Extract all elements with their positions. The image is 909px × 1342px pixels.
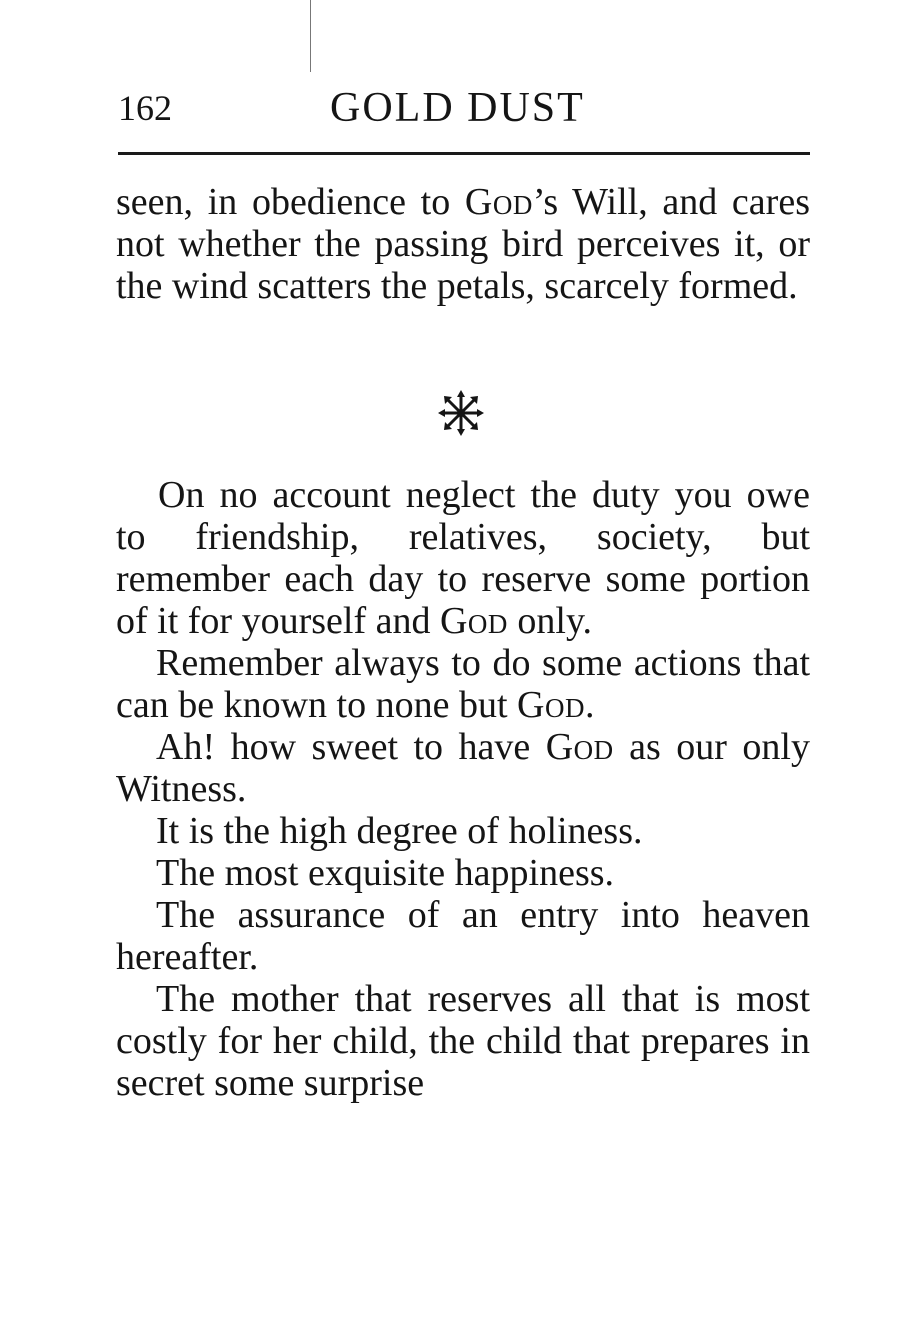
header-rule [118, 152, 810, 155]
small-caps-word: God [517, 684, 585, 726]
text-section-2 [116, 474, 810, 1104]
paragraph-text: On no account neglect the duty you owe to friendship, relatives, society, but remember each day to reserve some portion of it for yourself and [116, 474, 810, 642]
paragraph: The most exquisite happiness. [156, 852, 615, 894]
paragraph [116, 726, 810, 810]
paragraph-text: only. [507, 600, 593, 642]
paragraph-text: Ah! how sweet to have [156, 726, 546, 768]
text-section-1 [116, 181, 810, 307]
scan-mark [310, 0, 315, 72]
paragraph-text: seen, in obedience to [116, 181, 465, 223]
paragraph [116, 642, 810, 726]
paragraph: The mother that reserves all that is most costly for her child, the child that prepares in secret some surprise [116, 978, 810, 1104]
snowflake-ornament-icon [436, 388, 486, 438]
paragraph [116, 474, 810, 642]
paragraph-text: Remember always to do some actions that can be known to none but [116, 642, 810, 726]
page-header [118, 84, 810, 140]
paragraph-text: ’s Will, and cares not whether the passing bird perceives it, or the wind scatters the petals, scarcely formed. [116, 181, 810, 307]
small-caps-word: God [439, 600, 508, 642]
paragraph [116, 181, 810, 307]
page-number: 162 [118, 88, 172, 128]
small-caps-word: God [464, 181, 533, 223]
paragraph-text: as our only Witness. [116, 726, 810, 810]
running-title: GOLD DUST [330, 85, 585, 131]
paragraph: The assurance of an entry into heaven hereafter. [116, 894, 810, 978]
small-caps-word: God [545, 726, 614, 768]
paragraph: It is the high degree of holiness. [156, 810, 643, 852]
paragraph-text: . [584, 684, 595, 726]
